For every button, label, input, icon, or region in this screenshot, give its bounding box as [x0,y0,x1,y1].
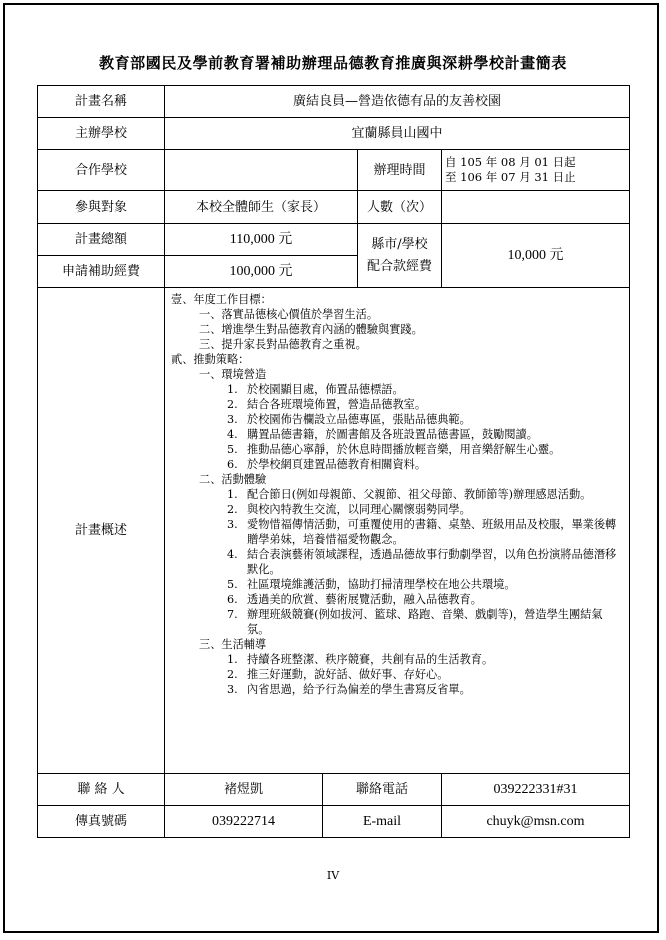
value-host-school: 宜蘭縣員山國中 [165,118,630,150]
list-item [171,502,623,517]
label-total-budget: 計畫總額 [38,224,165,256]
label-subsidy: 申請補助經費 [38,256,165,288]
list-item [171,487,623,502]
label-contact: 聯 絡 人 [38,774,165,806]
value-plan-name: 廣結良員—營造依德有品的友善校園 [165,86,630,118]
item-text: 內省思過，給予行為偏差的學生書寫反省單。 [247,683,471,696]
page-number: IV [326,869,340,882]
row-plan-name [38,86,630,118]
value-total-budget: 110,000 元 [165,224,358,256]
section-title: 二、活動體驗 [199,473,267,486]
goal-item: 一、落實品德核心價值於學習生活。 [199,308,379,321]
item-number: 3. [227,683,238,696]
list-item [171,427,623,442]
row-contact [38,774,630,806]
value-email: chuyk@msn.com [442,806,630,838]
list-item [171,667,623,682]
goal-item: 三、提升家長對品德教育之重視。 [199,338,367,351]
overview-content [165,288,630,774]
item-text: 社區環境維護活動，協助打掃清理學校在地公共環境。 [247,578,516,591]
item-number: 1. [227,383,238,396]
item-text: 於校園顯目處，佈置品德標語。 [247,383,404,396]
goal-item: 二、增進學生對品德教育內涵的體驗與實踐。 [199,323,423,336]
item-text: 持續各班整潔、秩序競賽，共創有品的生活教育。 [247,653,494,666]
label-period: 辦理時間 [358,150,442,191]
list-item [171,682,623,697]
item-text: 結合各班環境佈置，營造品德教室。 [247,398,427,411]
item-text: 結合表演藝術領域課程，透過品德故事行動劇學習，以角色扮演將品德潛移默化。 [247,548,617,576]
list-item [171,517,623,547]
item-text: 於校園佈告欄設立品德專區，張貼品德典範。 [247,413,471,426]
list-item [171,457,623,472]
value-period [442,150,630,191]
row-participants [38,191,630,224]
row-partner [38,150,630,191]
item-number: 2. [227,668,238,681]
item-number: 7. [227,608,238,621]
item-number: 3. [227,518,238,531]
label-matching-line2: 配合款經費 [366,258,432,274]
value-fax: 039222714 [165,806,323,838]
value-participants: 本校全體師生（家長） [165,191,358,224]
item-number: 5. [227,578,238,591]
item-text: 推動品德心寧靜，於休息時間播放輕音樂，用音樂舒解生心靈。 [247,443,561,456]
value-partner [165,150,358,191]
list-item [171,607,623,637]
plan-summary-table [37,85,630,838]
item-text: 透過美的欣賞、藝術展覽活動，融入品德教育。 [247,593,482,606]
item-number: 3. [227,413,238,426]
value-phone: 039222331#31 [442,774,630,806]
value-subsidy: 100,000 元 [165,256,358,288]
label-phone: 聯絡電話 [323,774,442,806]
row-host-school [38,118,630,150]
label-fax: 傳真號碼 [38,806,165,838]
item-number: 2. [227,398,238,411]
label-matching [358,224,442,288]
item-text: 配合節日(例如母親節、父親節、祖父母節、教師節等)辦理感恩活動。 [247,488,592,501]
label-matching-line1: 縣市/學校 [371,236,428,252]
label-plan-name: 計畫名稱 [38,86,165,118]
row-overview [38,288,630,774]
item-number: 1. [227,653,238,666]
value-contact: 褚煜凱 [165,774,323,806]
row-total-budget [38,224,630,256]
item-number: 6. [227,593,238,606]
section-title: 三、生活輔導 [199,638,267,651]
label-participants: 參與對象 [38,191,165,224]
list-item [171,382,623,397]
item-text: 與校內特教生交流，以同理心關懷弱勢同學。 [247,503,471,516]
period-start: 自 105 年 08 月 01 日起 [445,155,576,169]
list-item [171,442,623,457]
strategy-title: 貳、推動策略： [171,353,250,366]
item-number: 5. [227,443,238,456]
item-text: 辦理班級競賽(例如拔河、籃球、路跑、音樂、戲劇等)，營造學生團結氣氛。 [247,608,603,636]
label-partner: 合作學校 [38,150,165,191]
item-number: 2. [227,503,238,516]
value-matching: 10,000 元 [442,224,630,288]
item-text: 購置品德書籍，於圖書館及各班設置品德書區，鼓勵閱讀。 [247,428,538,441]
item-number: 6. [227,458,238,471]
label-host-school: 主辦學校 [38,118,165,150]
item-text: 推三好運動，說好話、做好事、存好心。 [247,668,449,681]
label-overview: 計畫概述 [38,288,165,774]
label-email: E-mail [323,806,442,838]
item-text: 於學校網頁建置品德教育相關資料。 [247,458,427,471]
period-end: 至 106 年 07 月 31 日止 [445,170,576,184]
item-number: 4. [227,548,238,561]
page-title: 教育部國民及學前教育署補助辦理品德教育推廣與深耕學校計畫簡表 [98,54,567,72]
list-item [171,397,623,412]
label-count: 人數（次） [358,191,442,224]
item-number: 4. [227,428,238,441]
section-title: 一、環境營造 [199,368,267,381]
list-item [171,652,623,667]
goals-title: 壹、年度工作目標： [171,293,272,306]
item-number: 1. [227,488,238,501]
list-item [171,592,623,607]
list-item [171,577,623,592]
row-fax [38,806,630,838]
list-item [171,412,623,427]
value-count [442,191,630,224]
list-item [171,547,623,577]
item-text: 愛物惜福傳情活動，可重覆使用的書籍、桌墊、班級用品及校服，畢業後轉贈學弟妹，培養惜福愛物觀念。 [247,518,617,546]
